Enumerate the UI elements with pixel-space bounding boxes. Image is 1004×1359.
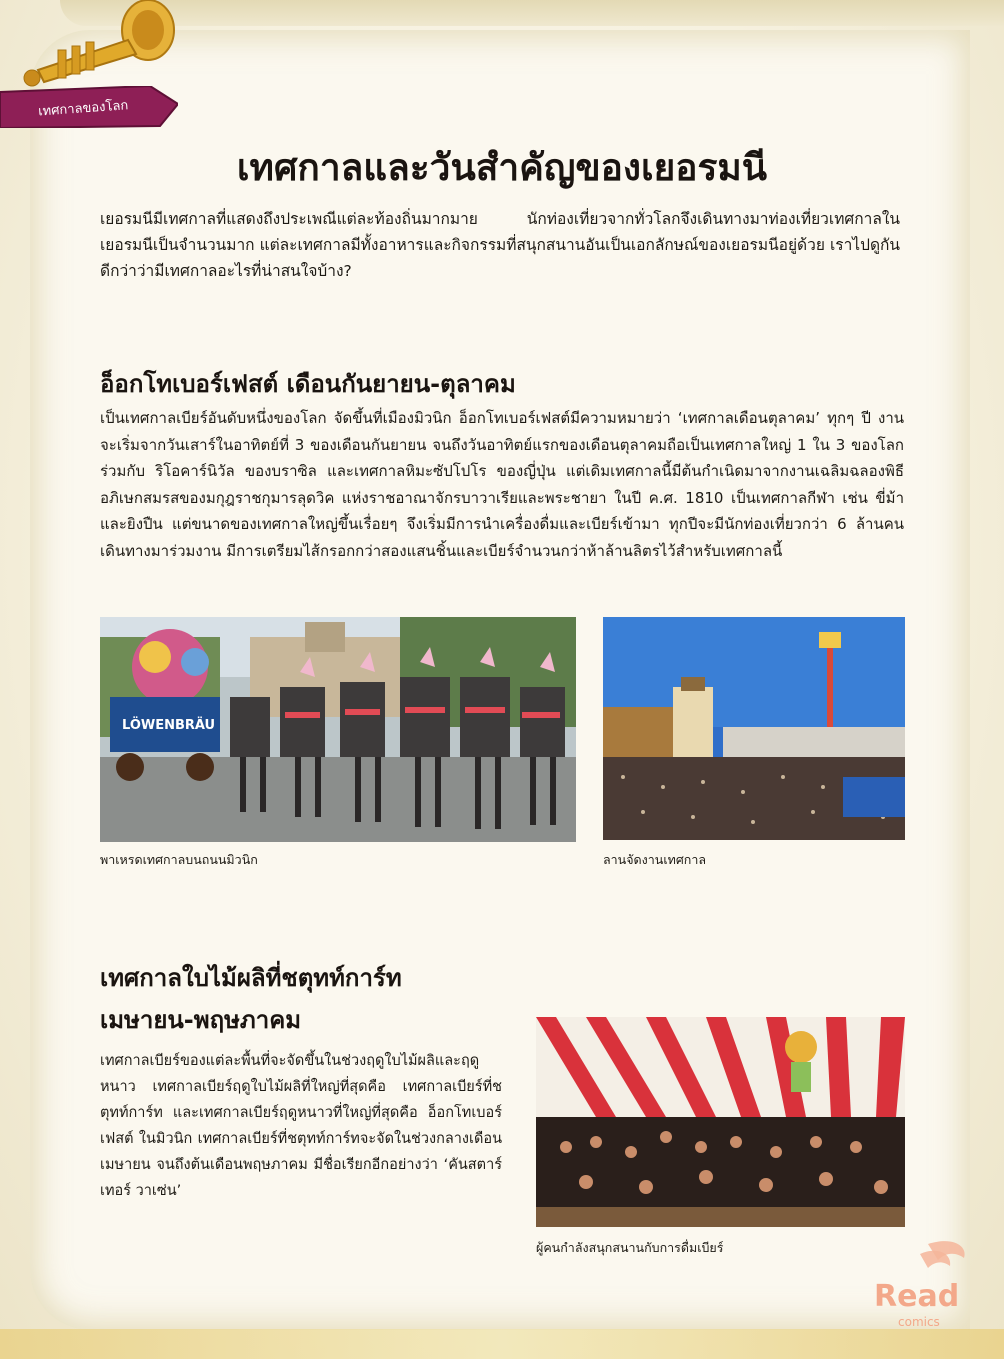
section-tag-label: เทศกาลของโลก — [37, 98, 129, 120]
fairground-caption: ลานจัดงานเทศกาล — [603, 852, 707, 867]
beer-tent-photo — [536, 1017, 905, 1227]
logo-wordmark: Read — [874, 1279, 960, 1314]
intro-paragraph: เยอรมนีมีเทศกาลที่แสดงถึงประเพณีแต่ละท้องถิ่นมากมาย นักท่องเที่ยวจากทั่วโลกจึงเดินทางมาท่องเที่ยวเทศกาลในเยอรมนีเป็นจำนวนมาก แต่ละเทศกาลมีทั้งอาหารและกิจกรรมที่สนุกสนานอันเป็นเอกลักษณ์ของเยอรมนีอยู่ด้วย เราไปดูกันดีกว่าว่ามีเทศกาลอะไรที่น่าสนใจบ้าง? — [100, 210, 900, 280]
page-title: เทศกาลและวันสำคัญของเยอรมนี — [236, 146, 768, 189]
beer-tent-caption: ผู้คนกำลังสนุกสนานกับการดื่มเบียร์ — [536, 1240, 724, 1255]
fairground-photo — [603, 617, 905, 840]
oktoberfest-paragraph: เป็นเทศกาลเบียร์อันดับหนึ่งของโลก จัดขึ้นที่เมืองมิวนิก อ็อกโทเบอร์เฟสต์มีความหมายว่า ‘เทศกาลเดือนตุลาคม’ ทุกๆ ปี งานจะเริ่มจากวันเสาร์ในอาทิตย์ที่ 3 ของเดือนกันยายน จนถึงวันอาทิตย์แรกของเดือนตุลาคมถือเป็นเทศกาลใหญ่ 1 ใน 3 ของโลก ร่วมกับ ริโอคาร์นิวัล ของบราซิล และเทศกาลหิมะซัปโปโร ของญี่ปุ่น แต่เดิมเทศกาลนี้มีต้นกำเนิดมาจากงานเฉลิมฉลองพิธีอภิเษกสมรสของมกุฎราชกุมารลุดวิค แห่งราชอาณาจักรบาวาเรียและพระชายา ในปี ค.ศ. 1810 เป็นเทศกาลกีฬา เช่น ขี่ม้าและยิงปืน แต่ขนาดของเทศกาลใหญ่ขึ้นเรื่อยๆ จึงเริ่มมีการนำเครื่องดื่มและเบียร์เข้ามา ทุกปีจะมีนักท่องเที่ยวกว่า 6 ล้านคนเดินทางมาร่วมงาน มีการเตรียมไส้กรอกกว่าสองแสนชิ้นและเบียร์จำนวนกว่าห้าล้านลิตรไว้สำหรับเทศกาลนี้ — [100, 409, 904, 560]
stuttgart-heading-line2: เมษายน-พฤษภาคม — [100, 1006, 302, 1034]
stuttgart-paragraph: เทศกาลเบียร์ของแต่ละพื้นที่จะจัดขึ้นในช่วงฤดูใบไม้ผลิและฤดูหนาว เทศกาลเบียร์ฤดูใบไม้ผลิที่ใหญ่ที่สุดคือ เทศกาลเบียร์ที่ชตุทท์การ์ท และเทศกาลเบียร์ฤดูหนาวที่ใหญ่ที่สุดคือ อ็อกโทเบอร์เฟสต์ ในมิวนิก เทศกาลเบียร์ที่ชตุทท์การ์ทจะจัดในช่วงกลางเดือนเมษายน จนถึงต้นเดือนพฤษภาคม มีชื่อเรียกอีกอย่างว่า ‘คันสตาร์เทอร์ วาเซ่น’ — [100, 1053, 502, 1199]
bottom-border-decoration — [0, 1329, 1004, 1359]
top-border-decoration — [60, 0, 1004, 26]
trumpet-icon — [18, 0, 178, 100]
read-comics-logo — [868, 1236, 978, 1336]
logo-subtext: comics — [898, 1315, 940, 1329]
parade-caption: พาเหรดเทศกาลบนถนนมิวนิก — [100, 852, 258, 867]
stuttgart-heading-line1: เทศกาลใบไม้ผลิที่ชตุทท์การ์ท — [100, 964, 402, 992]
parade-photo — [100, 617, 576, 842]
oktoberfest-heading: อ็อกโทเบอร์เฟสต์ เดือนกันยายน-ตุลาคม — [100, 370, 516, 398]
parade-sign-text: LÖWENBRÄU — [122, 718, 216, 733]
